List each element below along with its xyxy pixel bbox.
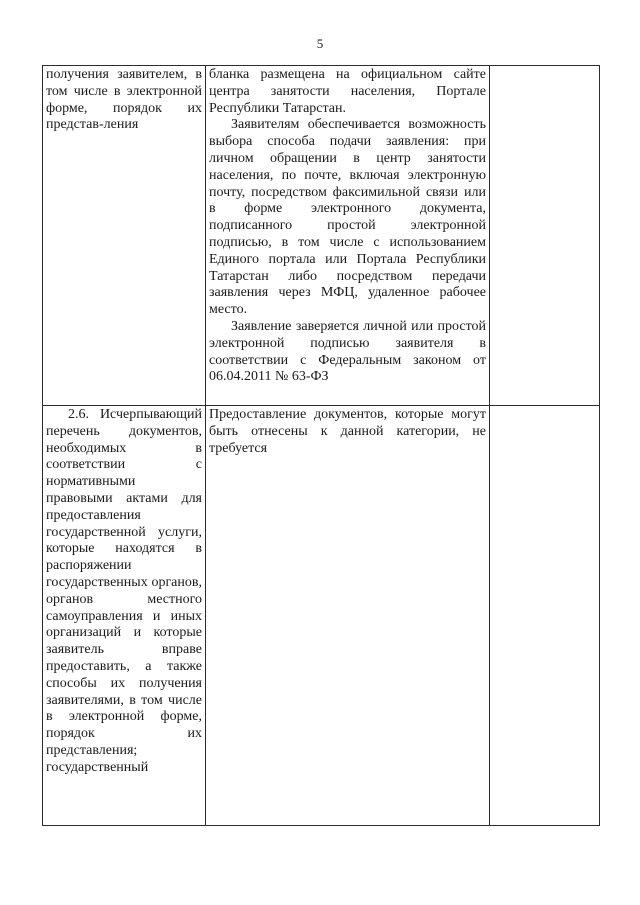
table-row xyxy=(43,66,600,406)
table-cell xyxy=(490,66,600,406)
page-number: 5 xyxy=(316,36,324,51)
requirement-content-paragraph: Заявление заверяется личной или простой электронной подписью заявителя в соответствии с Федеральным законом от 06.04.2011 № 63-ФЗ xyxy=(209,318,486,385)
requirement-content-paragraph: Предоставление документов, которые могут быть отнесены к данной категории, не требуется xyxy=(209,407,486,456)
table-cell xyxy=(43,66,206,406)
table-cell xyxy=(490,406,600,826)
table-cell xyxy=(206,406,490,826)
requirement-content-paragraph: бланка размещена на официальном сайте центра занятости населения, Портале Республики Татарстан. xyxy=(209,67,486,116)
requirement-content-paragraph: Заявителям обеспечивается возможность выбора способа подачи заявления: при личном обращении в центр занятости населения, по почте, включая электронную почту, посредством факсимильной связи или в форме электронного документа, подписанного простой электронной подписью, в том числе с использованием Единого портала или Портала Республики Татарстан либо посредством передачи заявления через МФЦ, удаленное рабочее место. xyxy=(209,117,486,318)
requirement-name-text: получения заявителем, в том числе в электронной форме, порядок их представ-ления xyxy=(46,67,202,133)
table-cell xyxy=(43,406,206,826)
table-cell xyxy=(206,66,490,406)
table-row xyxy=(43,406,600,826)
regulation-table xyxy=(42,65,600,826)
requirement-name-text: 2.6. Исчерпывающий перечень документов, необходимых в соответствии с нормативными правовыми актами для предоставления государственной услуги, которые находятся в распоряжении государственных органов, органов местного самоуправления и иных организаций и которые заявитель вправе предоставить, а также способы их получения заявителями, в том числе в электронной форме, порядок их представления; государственный xyxy=(46,407,202,775)
